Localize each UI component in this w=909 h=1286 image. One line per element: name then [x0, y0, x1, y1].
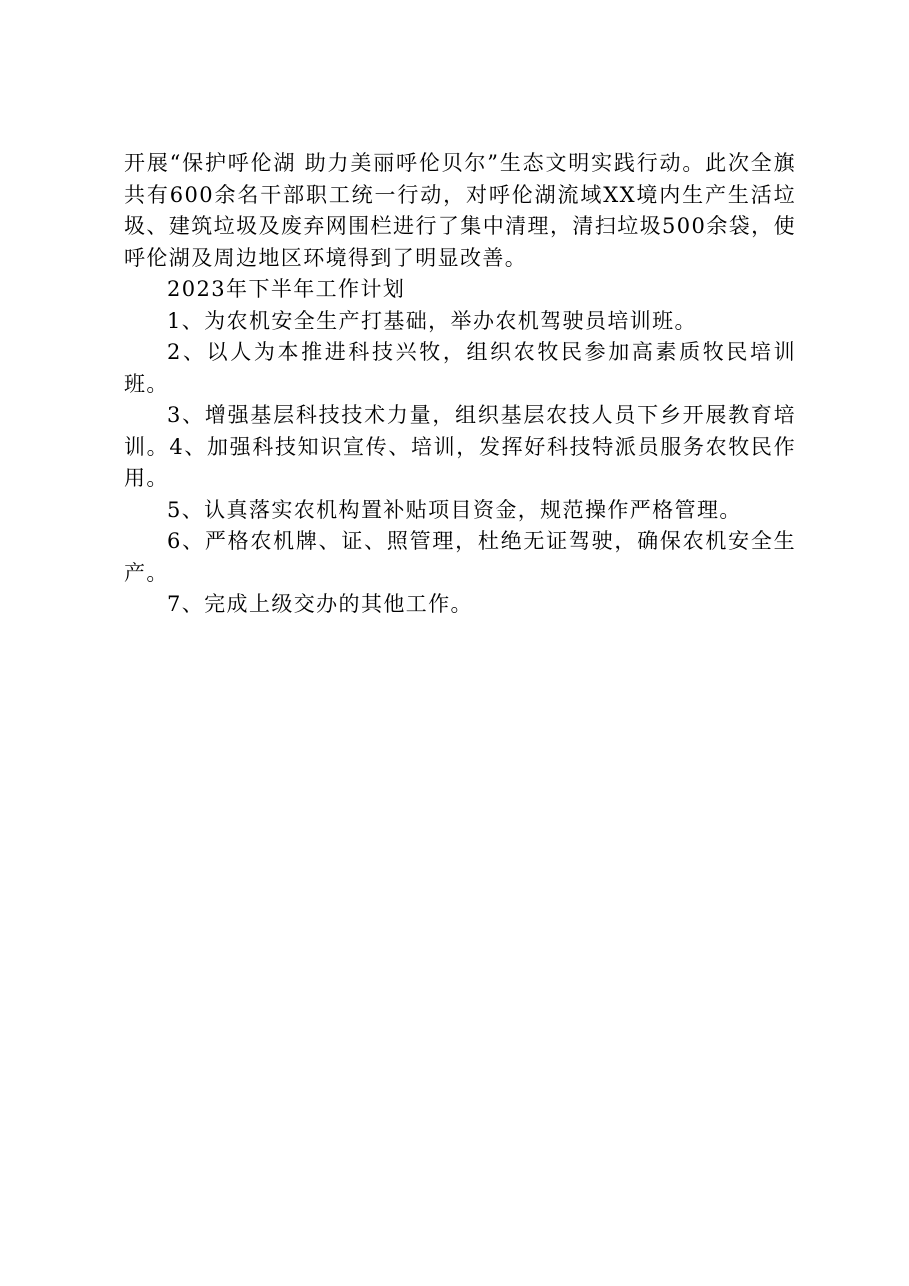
plan-item-1: 1、为农机安全生产打基础，举办农机驾驶员培训班。	[167, 308, 697, 333]
plan-item-5: 5、认真落实农机构置补贴项目资金，规范操作严格管理。	[167, 497, 742, 522]
plan-item-2: 2、以人为本推进科技兴牧，组织农牧民参加高素质牧民培训班。	[124, 340, 796, 396]
plan-item-7: 7、完成上级交办的其他工作。	[167, 592, 473, 616]
document-body	[124, 148, 796, 621]
section-heading-work-plan: 2023年下半年工作计划	[167, 277, 406, 301]
plan-item-3-4: 3、增强基层科技技术力量，组织基层农技人员下乡开展教育培训。4、加强科技知识宣传、培训，发挥好科技特派员服务农牧民作用。	[124, 403, 796, 490]
paragraph-eco-action: 开展“保护呼伦湖 助力美丽呼伦贝尔”生态文明实践行动。此次全旗共有600余名干部职工统一行动，对呼伦湖流域XX境内生产生活垃圾、建筑垃圾及废弃网围栏进行了集中清理，清扫垃圾500余袋，使呼伦湖及周边地区环境得到了明显改善。	[124, 151, 796, 270]
plan-item-6: 6、严格农机牌、证、照管理，杜绝无证驾驶，确保农机安全生产。	[124, 529, 796, 585]
